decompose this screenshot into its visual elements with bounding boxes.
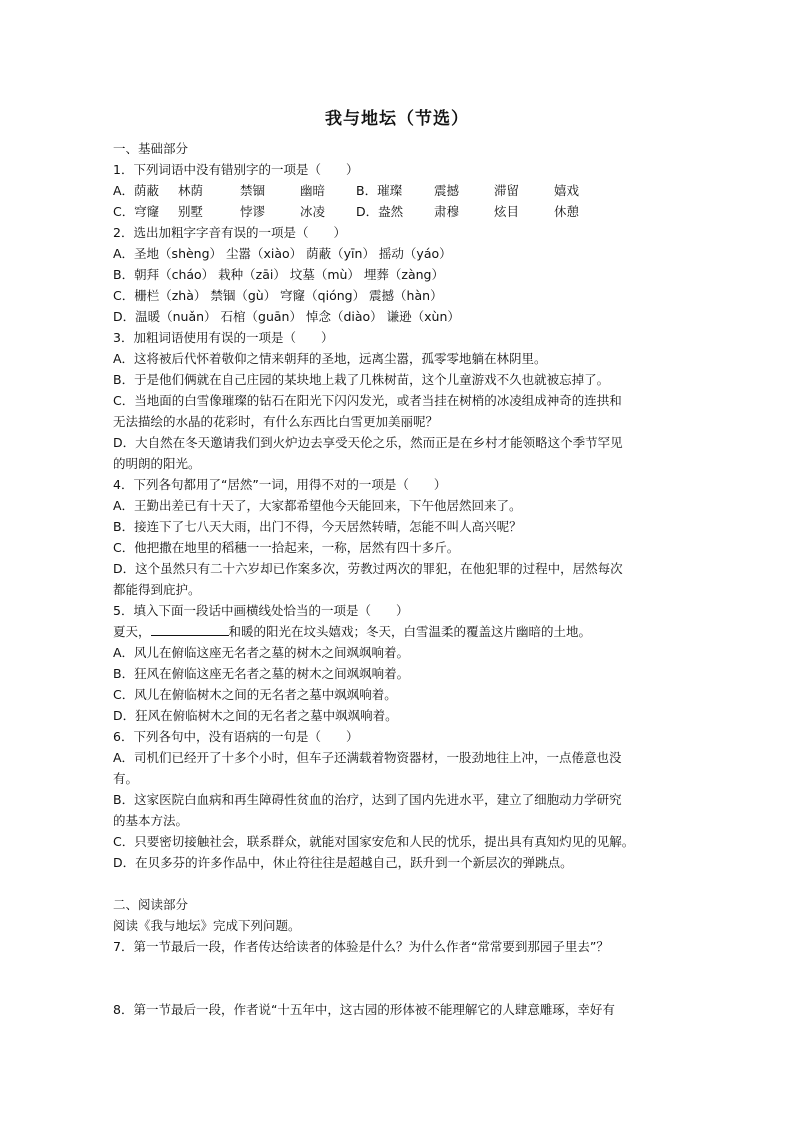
option-word: D．盎然 [356, 204, 404, 219]
option-word: 林荫 [178, 183, 204, 198]
question-3-option-a: A．这将被后代怀着敬仰之情来朝拜的圣地，远离尘嚣，孤零零地躺在林阴里。 [113, 351, 547, 366]
question-6-option-a: A．司机们已经开了十多个小时，但车子还满载着物资器材，一股劲地往上冲，一点倦意也没 [113, 750, 622, 765]
option-word: 禁锢 [240, 183, 266, 198]
option-word: 冰凌 [300, 204, 326, 219]
option-word: 幽暗 [300, 183, 326, 198]
option-word: 震撼 [434, 183, 460, 198]
question-8: 8．第一节最后一段，作者说“十五年中，这古园的形体被不能理解它的人肆意雕琢，幸好有 [113, 1002, 615, 1017]
section-spacer [113, 873, 683, 894]
option-word: 休憩 [554, 204, 580, 219]
option-word: C．穹窿 [113, 204, 160, 219]
page-title: 我与地坛（节选） [325, 109, 469, 129]
option-word: 别墅 [178, 204, 204, 219]
passage-suffix: 和暖的阳光在坟头嬉戏；冬天，白雪温柔的覆盖这片幽暗的土地。 [228, 624, 592, 639]
question-6-stem: 6．下列各句中，没有语病的一句是（ ） [113, 729, 359, 744]
section-heading-basics: 一、基础部分 [113, 141, 189, 156]
question-2-option-a: A．圣地（shèng） 尘嚣（xiào） 荫蔽（yīn） 摇动（yáo） [113, 246, 452, 261]
section-heading-reading: 二、阅读部分 [113, 897, 189, 912]
passage-prefix: 夏天， [113, 624, 151, 639]
question-2-stem: 2．选出加粗字字音有误的一项是（ ） [113, 225, 346, 240]
option-word: 肃穆 [434, 204, 460, 219]
question-3-option-c-cont: 无法描绘的水晶的花彩时，有什么东西比白雪更加美丽呢？ [113, 414, 439, 429]
option-word: 滞留 [494, 183, 520, 198]
question-5-option-b: B．狂风在俯临这座无名者之墓的树木之间飒飒响着。 [113, 666, 410, 681]
question-4-stem: 4．下列各句都用了“居然”一词，用得不对的一项是（ ） [113, 477, 447, 492]
document-body [113, 138, 683, 1020]
question-6-option-c: C．只要密切接触社会，联系群众，就能对国家安危和人民的忧乐，提出具有真知灼见的见解。 [113, 834, 635, 849]
reading-intro: 阅读《我与地坛》完成下列问题。 [113, 918, 301, 933]
question-4-option-c: C．他把撒在地里的稻穗一一拾起来，一称，居然有四十多斤。 [113, 540, 460, 555]
question-6-option-b: B．这家医院白血病和再生障碍性贫血的治疗，达到了国内先进水平，建立了细胞动力学研究 [113, 792, 622, 807]
answer-space [113, 957, 683, 999]
question-3-option-d-cont: 的明朗的阳光。 [113, 456, 201, 471]
question-2-option-c: C．栅栏（zhà） 禁锢（gù） 穹窿（qióng） 震撼（hàn） [113, 288, 443, 303]
option-word: B．璀璨 [356, 183, 403, 198]
question-2-option-d: D．温暖（nuǎn） 石棺（guān） 悼念（diào） 谦逊（xùn） [113, 309, 460, 324]
option-word: 炫目 [494, 204, 520, 219]
question-5-option-d: D．狂风在俯临树木之间的无名者之墓中飒飒响着。 [113, 708, 398, 723]
question-1-stem: 1．下列词语中没有错别字的一项是（ ） [113, 162, 359, 177]
question-3-option-c: C．当地面的白雪像璀璨的钻石在阳光下闪闪发光，或者当挂在树梢的冰凌组成神奇的连拱和 [113, 393, 622, 408]
question-5-option-c: C．风儿在俯临树木之间的无名者之墓中飒飒响着。 [113, 687, 397, 702]
question-4-option-d: D．这个虽然只有二十六岁却已作案多次，劳教过两次的罪犯，在他犯罪的过程中，居然每次 [113, 561, 623, 576]
question-3-stem: 3．加粗词语使用有误的一项是（ ） [113, 330, 334, 345]
question-5-option-a: A．风儿在俯临这座无名者之墓的树木之间飒飒响着。 [113, 645, 410, 660]
option-word: A．荫蔽 [113, 183, 160, 198]
question-3-option-b: B．于是他们俩就在自己庄园的某块地上栽了几株树苗，这个儿童游戏不久也就被忘掉了。 [113, 372, 610, 387]
question-1-options-row-2 [113, 201, 683, 222]
question-1-options-row-1 [113, 180, 683, 201]
question-5-passage [113, 621, 683, 642]
option-word: 嬉戏 [554, 183, 580, 198]
fill-blank [151, 621, 229, 636]
question-7: 7．第一节最后一段，作者传达给读者的体验是什么？为什么作者“常常要到那园子里去”？ [113, 939, 609, 954]
question-4-option-d-cont: 都能得到庇护。 [113, 582, 201, 597]
question-4-option-a: A．王勤出差已有十天了，大家都希望他今天能回来，下午他居然回来了。 [113, 498, 522, 513]
question-2-option-b: B．朝拜（cháo） 栽种（zāi） 坟墓（mù） 埋葬（zàng） [113, 267, 444, 282]
question-5-stem: 5．填入下面一段话中画横线处恰当的一项是（ ） [113, 603, 409, 618]
question-6-option-b-cont: 的基本方法。 [113, 813, 189, 828]
option-word: 悖谬 [240, 204, 266, 219]
question-4-option-b: B．接连下了七八天大雨，出门不得，今天居然转晴，怎能不叫人高兴呢？ [113, 519, 522, 534]
question-3-option-d: D．大自然在冬天邀请我们到火炉边去享受天伦之乐，然而正是在乡村才能领略这个季节罕见 [113, 435, 623, 450]
question-6-option-a-cont: 有。 [113, 771, 139, 786]
question-6-option-d: D．在贝多芬的许多作品中，休止符往往是超越自己，跃升到一个新层次的弹跳点。 [113, 855, 573, 870]
